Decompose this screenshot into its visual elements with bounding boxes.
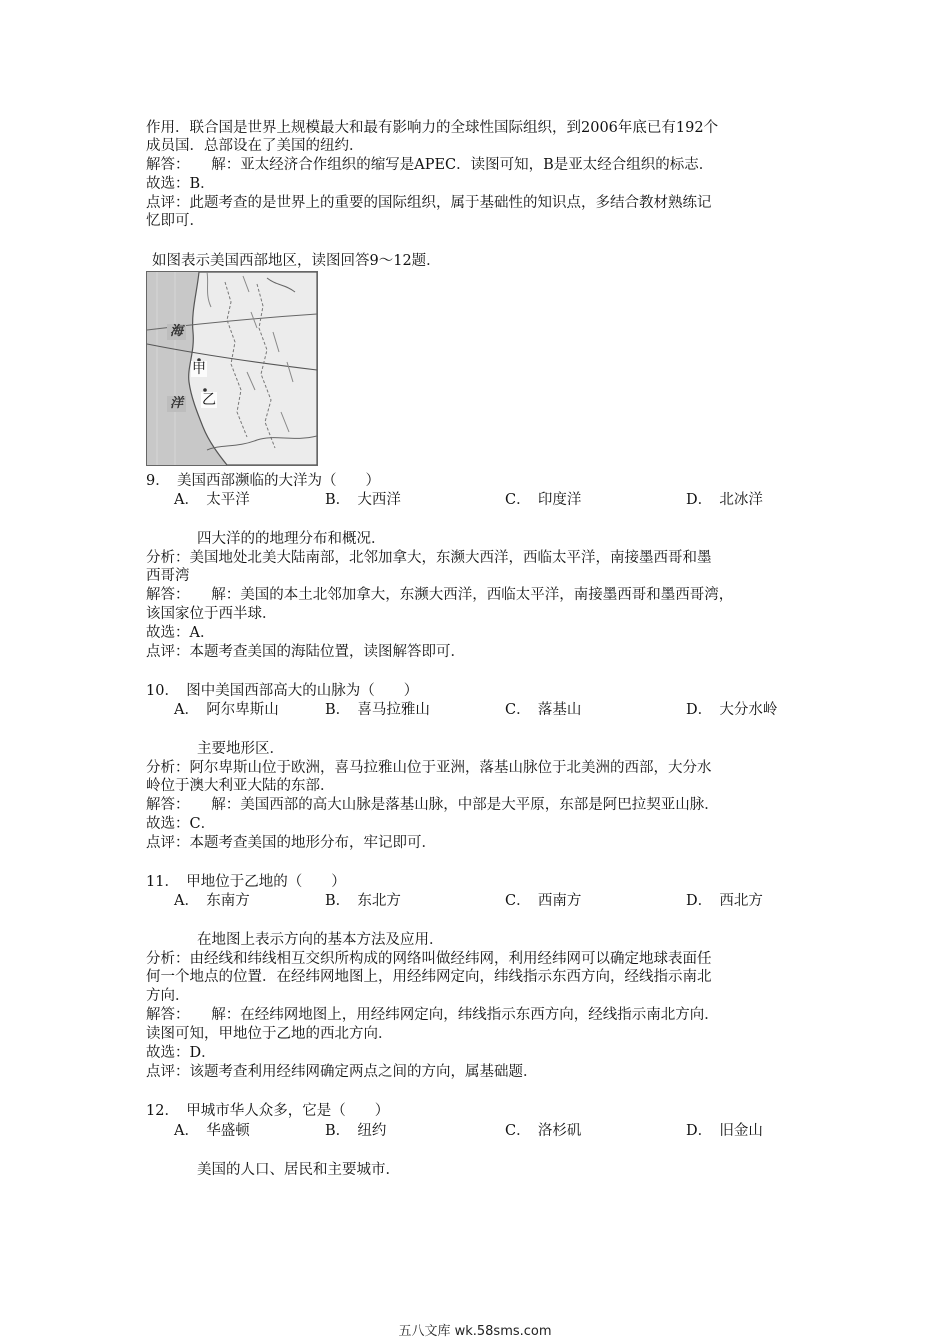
analysis-line: 何一个地点的位置．在经纬网地图上，用经纬网定向，纬线指示东西方向，经线指示南北 <box>146 969 712 985</box>
question-stem: 10． 图中美国西部高大的山脉为（ ） <box>146 683 419 699</box>
choice-line: 故选：B． <box>146 176 215 192</box>
option-b: B． 纽约 <box>325 1123 387 1139</box>
text-line: 成员国．总部设在了美国的纽约． <box>146 138 364 154</box>
location-yi-label: 乙 <box>202 392 216 408</box>
answer-line: 该国家位于西半球． <box>146 606 277 622</box>
map-intro: 如图表示美国西部地区，读图回答9～12题． <box>152 253 441 269</box>
western-us-map <box>146 271 318 466</box>
answer-line: 解答： 解：美国的本土北邻加拿大，东濒大西洋，西临太平洋，南接墨西哥和墨西哥湾， <box>146 587 734 603</box>
analysis-line: 西哥湾 <box>146 568 190 584</box>
option-c: C． 西南方 <box>505 893 582 909</box>
option-a: A． 太平洋 <box>174 492 250 508</box>
comment-line: 点评：本题考查美国的海陆位置，读图解答即可． <box>146 644 465 660</box>
choice-line: 故选：A． <box>146 625 215 641</box>
ocean-label: 洋 <box>167 396 186 412</box>
option-a: A． 东南方 <box>174 893 250 909</box>
map-drawing <box>147 272 317 465</box>
location-jia-label: 甲 <box>192 361 206 377</box>
choice-line: 故选：C． <box>146 816 216 832</box>
option-a: A． 阿尔卑斯山 <box>174 702 279 718</box>
option-d: D． 北冰洋 <box>686 492 763 508</box>
page-footer: 五八文库 wk.58sms.com <box>398 1324 552 1339</box>
option-d: D． 大分水岭 <box>686 702 778 718</box>
topic-line: 主要地形区． <box>197 741 284 757</box>
answer-line: 解答： 解：在经纬网地图上，用经纬网定向，纬线指示东西方向，经线指示南北方向． <box>146 1007 719 1023</box>
ocean-label: 海 <box>167 324 186 340</box>
question-stem: 9． 美国西部濒临的大洋为（ ） <box>146 473 380 489</box>
question-stem: 11． 甲地位于乙地的（ ） <box>146 874 346 890</box>
topic-line: 美国的人口、居民和主要城市． <box>197 1162 400 1178</box>
answer-line: 读图可知，甲地位于乙地的西北方向． <box>146 1026 393 1042</box>
analysis-line: 分析：由经线和纬线相互交织所构成的网络叫做经纬网，利用经纬网可以确定地球表面任 <box>146 951 712 967</box>
comment-line: 点评：本题考查美国的地形分布，牢记即可． <box>146 835 436 851</box>
option-d: D． 西北方 <box>686 893 763 909</box>
analysis-line: 分析：美国地处北美大陆南部，北邻加拿大，东濒大西洋，西临太平洋，南接墨西哥和墨 <box>146 550 712 566</box>
answer-line: 解答： 解：亚太经济合作组织的缩写是APEC．读图可知，B是亚太经合组织的标志． <box>146 157 714 173</box>
option-d: D． 旧金山 <box>686 1123 763 1139</box>
option-b: B． 东北方 <box>325 893 401 909</box>
option-b: B． 喜马拉雅山 <box>325 702 430 718</box>
comment-line: 点评：此题考查的是世界上的重要的国际组织，属于基础性的知识点，多结合教材熟练记 <box>146 195 712 211</box>
topic-line: 在地图上表示方向的基本方法及应用． <box>197 932 444 948</box>
choice-line: 故选：D． <box>146 1045 216 1061</box>
option-b: B． 大西洋 <box>325 492 401 508</box>
answer-line: 解答： 解：美国西部的高大山脉是落基山脉，中部是大平原，东部是阿巴拉契亚山脉． <box>146 797 719 813</box>
topic-line: 四大洋的的地理分布和概况． <box>197 531 386 547</box>
analysis-line: 分析：阿尔卑斯山位于欧洲，喜马拉雅山位于亚洲，落基山脉位于北美洲的西部，大分水 <box>146 760 712 776</box>
option-c: C． 印度洋 <box>505 492 582 508</box>
analysis-line: 岭位于澳大利亚大陆的东部． <box>146 778 335 794</box>
text-line: 作用．联合国是世界上规模最大和最有影响力的全球性国际组织，到2006年底已有192个 <box>146 120 719 136</box>
option-c: C． 落基山 <box>505 702 582 718</box>
option-c: C． 洛杉矶 <box>505 1123 582 1139</box>
comment-line: 忆即可． <box>146 213 204 229</box>
question-stem: 12． 甲城市华人众多，它是（ ） <box>146 1103 390 1119</box>
analysis-line: 方向． <box>146 988 190 1004</box>
comment-line: 点评：该题考查利用经纬网确定两点之间的方向，属基础题． <box>146 1064 538 1080</box>
option-a: A． 华盛顿 <box>174 1123 250 1139</box>
